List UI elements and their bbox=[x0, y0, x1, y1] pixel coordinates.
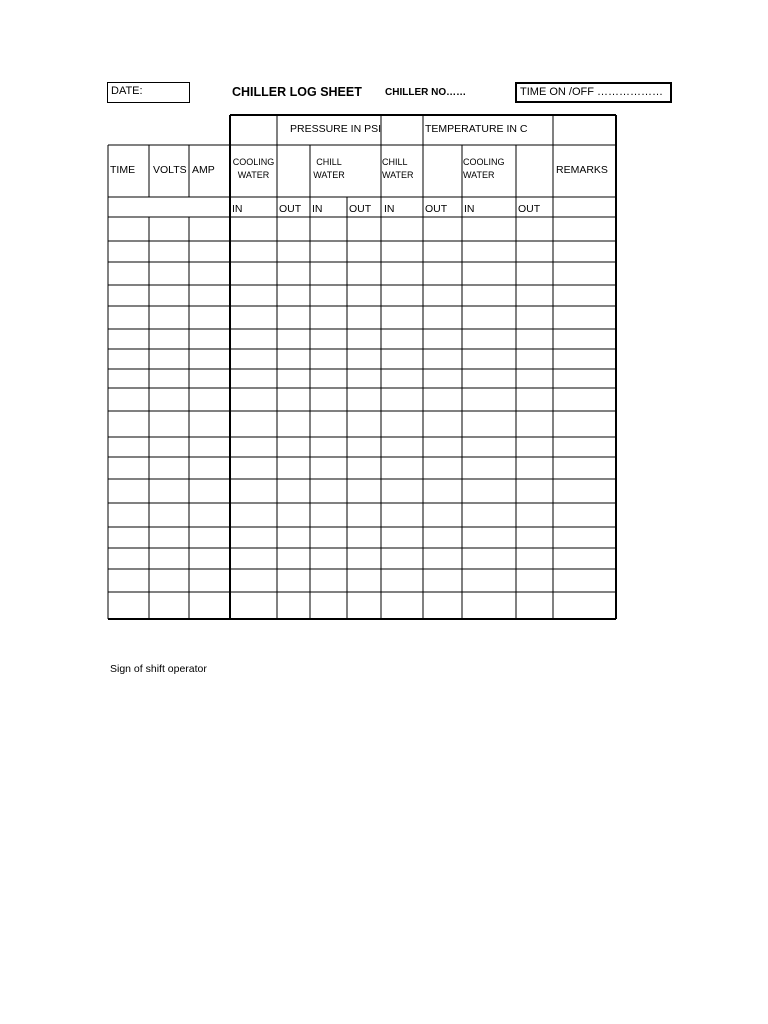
sub-out-1: OUT bbox=[279, 203, 302, 215]
sub-out-3: OUT bbox=[425, 203, 448, 215]
temperature-header: TEMPERATURE IN C bbox=[425, 123, 528, 135]
col-time: TIME bbox=[110, 164, 136, 176]
operator-signature-label: Sign of shift operator bbox=[110, 663, 207, 675]
pressure-header: PRESSURE IN PSI bbox=[290, 123, 382, 135]
sub-out-2: OUT bbox=[349, 203, 372, 215]
date-field[interactable] bbox=[107, 82, 190, 103]
col-cooling-water-temp: COOLING WATER bbox=[463, 157, 505, 180]
sub-in-3: IN bbox=[384, 203, 395, 215]
chiller-number-label: CHILLER NO…… bbox=[385, 87, 467, 98]
sub-out-4: OUT bbox=[518, 203, 541, 215]
col-chill-water-pressure: CHILL WATER bbox=[313, 157, 345, 180]
page-title: CHILLER LOG SHEET bbox=[232, 85, 362, 99]
col-amp: AMP bbox=[192, 164, 215, 176]
col-chill-water-temp: CHILL WATER bbox=[382, 157, 414, 180]
sub-in-1: IN bbox=[232, 203, 243, 215]
sub-in-2: IN bbox=[312, 203, 323, 215]
col-remarks: REMARKS bbox=[556, 164, 608, 176]
col-cooling-water-pressure: COOLING WATER bbox=[232, 157, 275, 180]
col-volts: VOLTS bbox=[153, 164, 187, 176]
time-on-off-field[interactable] bbox=[515, 82, 672, 103]
sub-in-4: IN bbox=[464, 203, 475, 215]
date-label: DATE: bbox=[111, 85, 143, 97]
time-on-off-label: TIME ON /OFF ……………… bbox=[520, 86, 663, 98]
